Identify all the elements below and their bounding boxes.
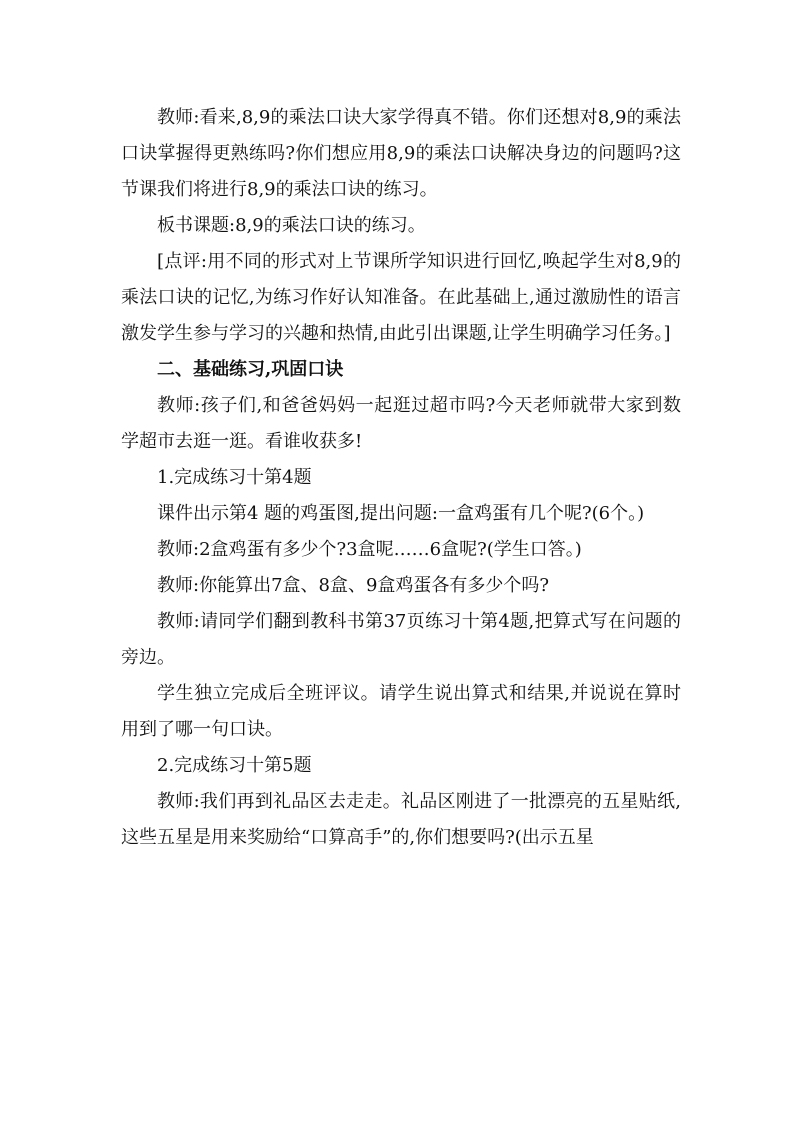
section-heading-basic-practice: 二、基础练习,巩固口诀	[157, 359, 344, 380]
subheading-exercise-5: 2.完成练习十第5题	[157, 755, 312, 776]
document-body	[121, 100, 681, 856]
paragraph-egg-boxes: 教师:2盒鸡蛋有多少个?3盒呢……6盒呢?(学生口答。)	[157, 539, 582, 560]
paragraph-teacher-intro: 教师:看来,8,9的乘法口诀大家学得真不错。你们还想对8,9的乘法口诀掌握得更熟练吗?你们想应用8,9的乘法口诀解决身边的问题吗?这节课我们将进行8,9的乘法口诀的练习。	[121, 107, 681, 200]
paragraph-egg-calc: 教师:你能算出7盒、8盒、9盒鸡蛋各有多少个吗?	[157, 575, 550, 596]
subheading-exercise-4: 1.完成练习十第4题	[157, 467, 312, 488]
paragraph-textbook: 教师:请同学们翻到教科书第37页练习十第4题,把算式写在问题的旁边。	[121, 611, 681, 668]
paragraph-board-title: 板书课题:8,9的乘法口诀的练习。	[157, 215, 426, 236]
paragraph-gift-area: 教师:我们再到礼品区去走走。礼品区刚进了一批漂亮的五星贴纸,这些五星是用来奖励给“口算高手”的,你们想要吗?(出示五星	[121, 791, 681, 848]
paragraph-egg-question: 课件出示第4 题的鸡蛋图,提出问题:一盒鸡蛋有几个呢?(6个。)	[157, 503, 645, 524]
paragraph-comment: [点评:用不同的形式对上节课所学知识进行回忆,唤起学生对8,9的乘法口诀的记忆,为练习作好认知准备。在此基础上,通过激励性的语言激发学生参与学习的兴趣和热情,由此引出课题,让学生明确学习任务。]	[121, 251, 681, 344]
paragraph-supermarket-intro: 教师:孩子们,和爸爸妈妈一起逛过超市吗?今天老师就带大家到数学超市去逛一逛。看谁收获多!	[121, 395, 681, 452]
paragraph-review: 学生独立完成后全班评议。请学生说出算式和结果,并说说在算时用到了哪一句口诀。	[121, 683, 681, 740]
